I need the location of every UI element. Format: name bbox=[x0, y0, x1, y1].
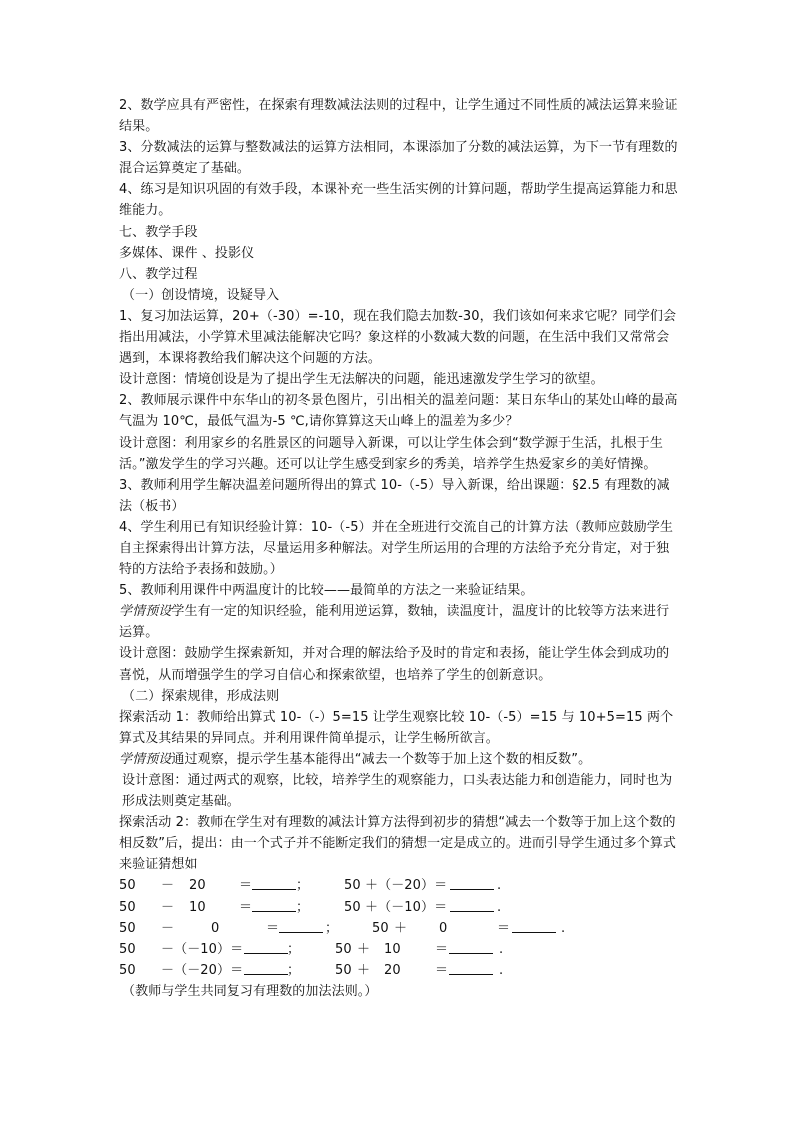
subsection-heading: （二）探索规律，形成法则 bbox=[122, 688, 280, 704]
answer-blank[interactable] bbox=[450, 875, 494, 890]
paragraph: 探索活动 2：教师在学生对有理数的减法计算方法得到初步的猜想“减去一个数等于加上这个数的相反数”后，提出：由一个式子并不能断定我们的猜想一定是成立的。进而引导学生通过多个算式来验证猜想如 bbox=[119, 815, 677, 873]
preview-text: 学生有一定的知识经验，能利用逆运算，数轴，读温度计，温度计的比较等方法来进行运算。 bbox=[119, 604, 670, 641]
answer-blank[interactable] bbox=[279, 918, 323, 933]
answer-blank[interactable] bbox=[450, 897, 494, 912]
answer-blank[interactable] bbox=[449, 960, 493, 975]
paragraph: 1、复习加法运算，20+（-30）=-10，现在我们隐去加数-30，我们该如何来求它呢？同学们会指出用减法，小学算术里减法能解决它吗？象这样的小数减大数的问题，在生活中我们又常常会遇到，本课将教给我们解决这个问题的方法。 bbox=[119, 308, 677, 367]
preview-label: 学情预设 bbox=[119, 751, 172, 767]
paragraph: 设计意图：通过两式的观察，比较，培养学生的观察能力，口头表达能力和创造能力，同时也为形成法则奠定基础。 bbox=[122, 773, 673, 810]
preview-paragraph bbox=[119, 601, 679, 643]
preview-label: 学情预设 bbox=[119, 604, 172, 620]
equation-row: 50 －（－10）＝ ； 50 ＋ 10 ＝ . bbox=[119, 939, 679, 960]
paragraph: 设计意图：利用家乡的名胜景区的问题导入新课，可以让学生体会到“数学源于生活，扎根于生活。”激发学生的学习兴趣。还可以让学生感受到家乡的秀美，培养学生热爱家乡的美好情操。 bbox=[119, 435, 663, 472]
subsection-heading: （一）创设情境，设疑导入 bbox=[122, 287, 280, 303]
paragraph: 3、分数减法的运算与整数减法的运算方法相同，本课添加了分数的减法运算，为下一节有理数的混合运算奠定了基础。 bbox=[119, 140, 678, 177]
answer-blank[interactable] bbox=[252, 875, 296, 890]
answer-blank[interactable] bbox=[252, 897, 296, 912]
paragraph: 4、练习是知识巩固的有效手段，本课补充一些生活实例的计算问题，帮助学生提高运算能力和思维能力。 bbox=[119, 182, 678, 219]
preview-text: 通过观察，提示学生基本能得出“减去一个数等于加上这个数的相反数”。 bbox=[171, 751, 592, 767]
paragraph: 探索活动 1：教师给出算式 10-（-）5=15 让学生观察比较 10-（-5）=15 与 10+5=15 两个算式及其结果的异同点。并利用课件简单提示，让学生畅所欲言。 bbox=[119, 709, 674, 746]
equation-row: 50 － 20 ＝ ； 50 ＋（－20）＝ . bbox=[119, 875, 679, 896]
equation-row: 50 － 0 ＝ ； 50 ＋ 0 ＝ . bbox=[119, 918, 679, 939]
preview-paragraph bbox=[119, 749, 679, 770]
section-heading: 七、教学手段 bbox=[119, 224, 198, 240]
paragraph: （教师与学生共同复习有理数的加法法则。） bbox=[122, 983, 378, 999]
paragraph: 2、数学应具有严密性，在探索有理数减法法则的过程中，让学生通过不同性质的减法运算来验证结果。 bbox=[119, 98, 678, 135]
section-heading: 八、教学过程 bbox=[119, 266, 198, 282]
paragraph: 2、教师展示课件中东华山的初冬景色图片，引出相关的温差问题：某日东华山的某处山峰的最高气温为 10℃，最低气温为-5 ℃,请你算算这天山峰上的温差为多少？ bbox=[119, 393, 678, 430]
document-page bbox=[119, 95, 679, 1002]
paragraph: 设计意图：情境创设是为了提出学生无法解决的问题，能迅速激发学生学习的欲望。 bbox=[119, 372, 604, 388]
equation-row: 50 － 10 ＝ ； 50 ＋（－10）＝ . bbox=[119, 897, 679, 918]
paragraph: 5、教师利用课件中两温度计的比较——最简单的方法之一来验证结果。 bbox=[119, 583, 534, 599]
equation-row: 50 －（－20）＝ ； 50 ＋ 20 ＝ . bbox=[119, 960, 679, 981]
answer-blank[interactable] bbox=[449, 939, 493, 954]
answer-blank[interactable] bbox=[244, 960, 288, 975]
paragraph: 3、教师利用学生解决温差问题所得出的算式 10-（-5）导入新课，给出课题：§2.5 有理数的减法（板书） bbox=[119, 477, 670, 514]
paragraph: 多媒体、课件 、投影仪 bbox=[119, 245, 255, 261]
answer-blank[interactable] bbox=[244, 939, 288, 954]
paragraph: 4、学生利用已有知识经验计算：10-（-5）并在全班进行交流自己的计算方法（教师应鼓励学生自主探索得出计算方法，尽量运用多种解法。对学生所运用的合理的方法给予充分肯定，对于独特的方法给予表扬和鼓励。） bbox=[119, 519, 673, 578]
answer-blank[interactable] bbox=[512, 918, 556, 933]
paragraph: 设计意图：鼓励学生探索新知，并对合理的解法给予及时的肯定和表扬，能让学生体会到成功的喜悦，从而增强学生的学习自信心和探索欲望，也培养了学生的创新意识。 bbox=[119, 646, 670, 683]
